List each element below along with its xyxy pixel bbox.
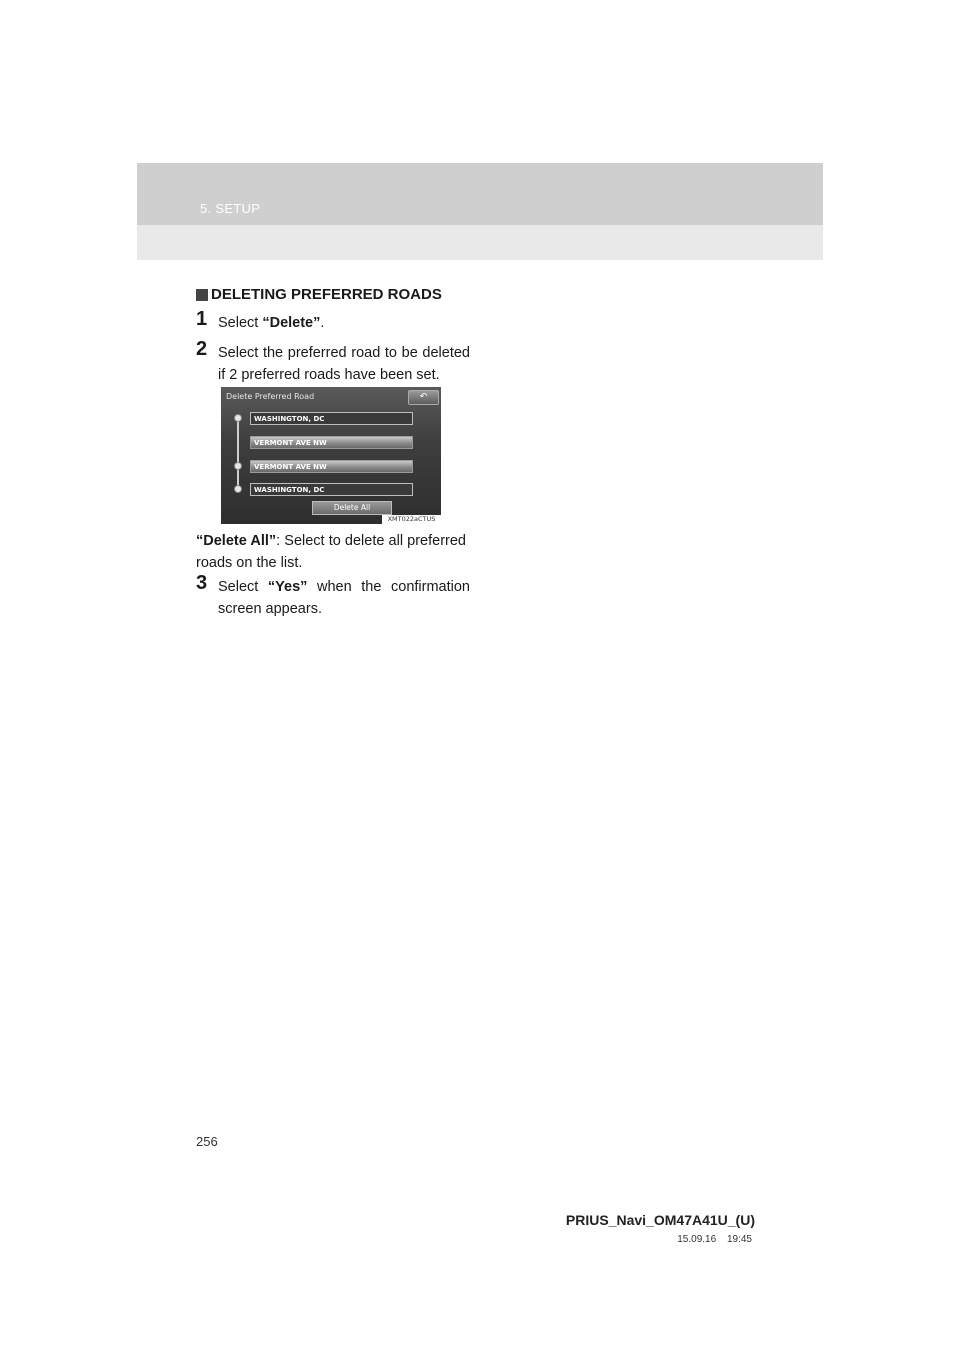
document-time: 19:45 <box>726 1234 752 1245</box>
document-date: 15.09.16 <box>677 1234 717 1245</box>
step-number: 2 <box>196 338 208 360</box>
route-via-node <box>234 462 242 470</box>
route-start-node <box>234 414 242 422</box>
document-id: PRIUS_Navi_OM47A41U_(U) <box>565 1212 755 1228</box>
step-number: 3 <box>196 572 208 594</box>
road-row-preferred-1[interactable]: VERMONT AVE NW <box>250 436 413 449</box>
step-text-post: . <box>320 315 325 331</box>
image-code: XMT022aCTUS <box>382 515 441 524</box>
step-text-pre: Select <box>218 315 263 331</box>
step-1 <box>196 308 470 334</box>
section-heading <box>196 286 442 303</box>
route-end-node <box>234 485 242 493</box>
navigation-screenshot <box>221 387 441 524</box>
delete-all-button[interactable]: Delete All <box>312 501 392 515</box>
step-keyword: “Delete” <box>262 315 321 331</box>
section-label: 5. SETUP <box>200 201 261 216</box>
step-text-post: when the confirmation screen appears. <box>218 579 470 617</box>
header-subband <box>137 225 823 260</box>
step-3 <box>196 572 470 620</box>
step-number: 1 <box>196 308 208 330</box>
screen-title: Delete Preferred Road <box>226 392 315 401</box>
route-line <box>237 417 239 489</box>
road-row-destination: WASHINGTON, DC <box>250 483 413 496</box>
description-text: : Select to delete all preferred roads on the list. <box>196 533 466 571</box>
description-term: “Delete All” <box>196 533 277 549</box>
step-text <box>218 312 470 334</box>
road-row-origin: WASHINGTON, DC <box>250 412 413 425</box>
step-text-pre: Select <box>218 579 268 595</box>
step-text <box>218 576 470 620</box>
delete-all-description <box>196 530 466 574</box>
square-bullet-icon <box>196 289 208 301</box>
section-heading-text: DELETING PREFERRED ROADS <box>211 286 442 303</box>
step-text: Select the preferred road to be deleted if 2 preferred roads have been set. <box>218 345 470 383</box>
document-timestamp <box>677 1234 752 1245</box>
step-keyword: “Yes” <box>267 579 308 595</box>
step-2 <box>196 338 470 386</box>
back-button[interactable]: ↶ <box>408 390 439 405</box>
page-number: 256 <box>196 1134 218 1149</box>
road-row-preferred-2[interactable]: VERMONT AVE NW <box>250 460 413 473</box>
